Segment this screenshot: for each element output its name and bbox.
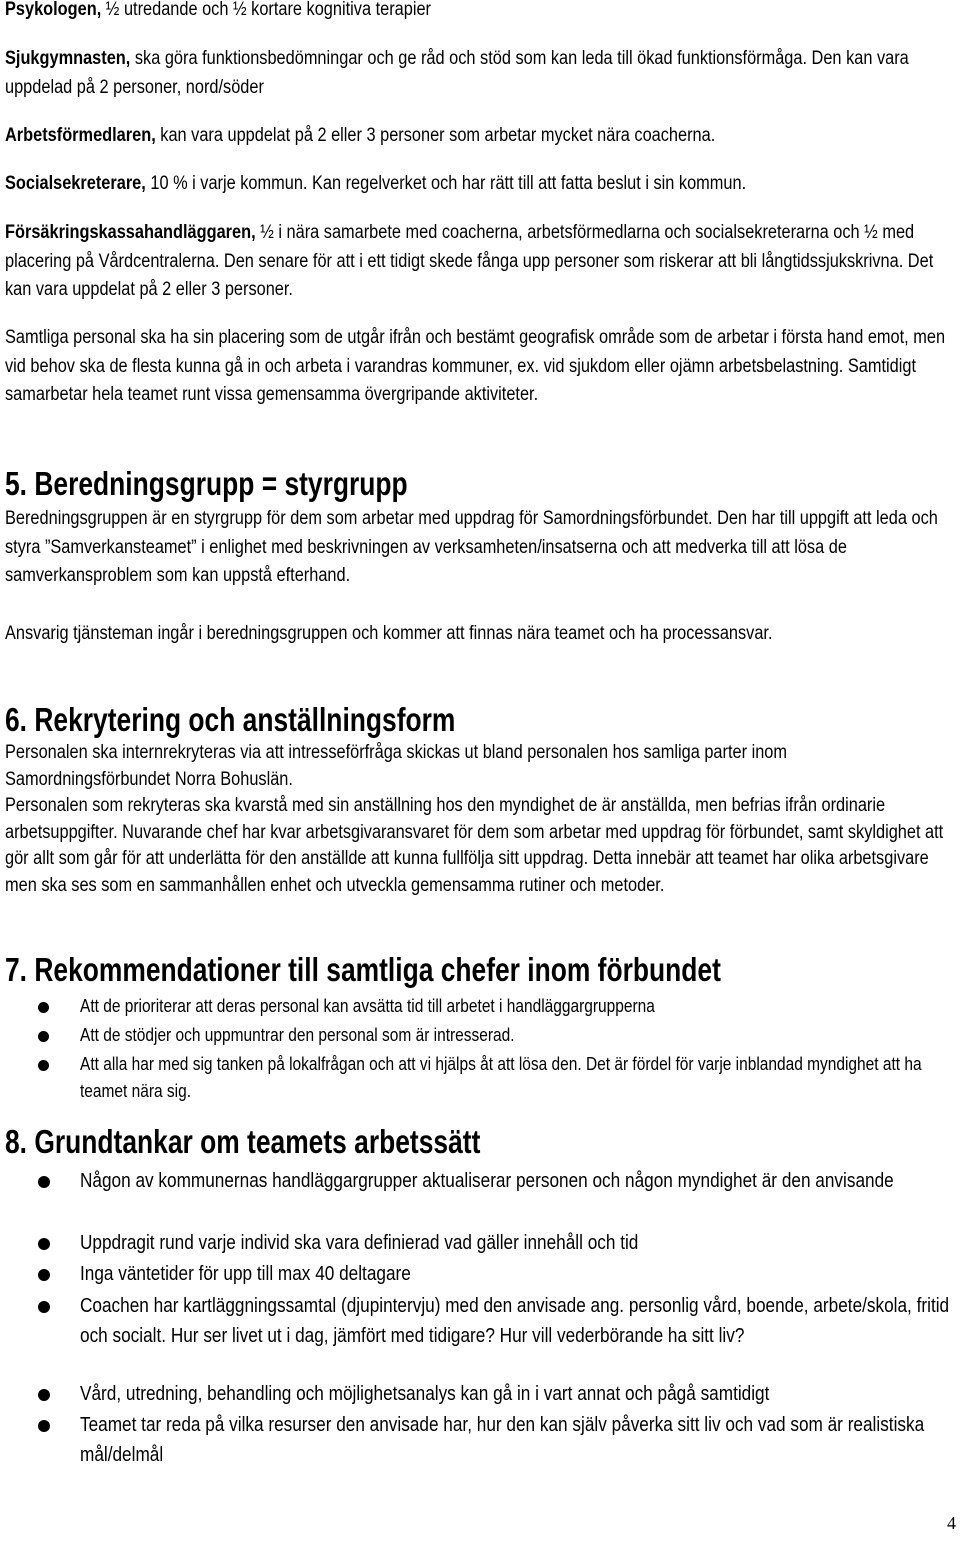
role-name: Arbetsförmedlaren, — [5, 125, 156, 146]
role-name: Socialsekreterare, — [5, 173, 146, 194]
role-psykolog — [5, 0, 955, 25]
bullet-icon — [38, 1176, 50, 1188]
role-description: ½ i nära samarbete med coacherna, arbetsförmedlarna och socialsekreterarna och ½ med placering på Vårdcentralerna. Den senare för att i ett tidigt skede fånga upp personer som riskerar att bli långtidssjukskrivna. Det kan vara uppdelat på 2 eller 3 personer. — [5, 222, 934, 300]
list-item — [5, 1051, 957, 1105]
list-item — [5, 1166, 957, 1228]
list-item-text: Att alla har med sig tanken på lokalfrågan och att vi hjälps åt att lösa den. Det är fördel för varje inblandad myndighet att ha teamet nära sig. — [80, 1054, 922, 1101]
list-item-text: Att de stödjer och uppmuntrar den personal som är intresserad. — [80, 1025, 515, 1045]
bullet-icon — [38, 1269, 50, 1281]
bullet-icon — [38, 1060, 49, 1071]
role-description: kan vara uppdelat på 2 eller 3 personer som arbetar mycket nära coacherna. — [155, 125, 716, 146]
role-description: ½ utredande och ½ kortare kognitiva terapier — [101, 0, 431, 20]
role-name: Sjukgymnasten, — [5, 48, 131, 69]
page-number: 4 — [947, 1513, 956, 1533]
role-name: Psykologen, — [5, 0, 102, 20]
section-8-list — [5, 1166, 957, 1470]
list-item — [5, 1228, 957, 1259]
bullet-icon — [38, 1238, 50, 1250]
role-description: 10 % i varje kommun. Kan regelverket och har rätt till att fatta beslut i sin kommun. — [145, 173, 747, 194]
list-item-text: Teamet tar reda på vilka resurser den anvisade har, hur den kan själv påverka sitt liv och vad som är realistiska mål/delmål — [80, 1414, 925, 1466]
list-item-text: Uppdragit rund varje individ ska vara definierad vad gäller innehåll och tid — [80, 1232, 639, 1254]
list-item-text: Inga väntetider för upp till max 40 deltagare — [80, 1263, 411, 1285]
section-6-paragraph-1: Personalen ska internrekryteras via att intresseförfråga skickas ut bland personalen hos samliga parter inom Samordningsförbundet Norra Bohuslän. — [5, 742, 787, 790]
list-item — [5, 1379, 957, 1410]
role-sjukgymnast — [5, 45, 955, 102]
list-item — [5, 1410, 957, 1470]
section-8-heading: 8. Grundtankar om teamets arbetssätt — [5, 1123, 481, 1160]
role-socialsekreterare — [5, 170, 955, 199]
list-item-text: Någon av kommunernas handläggargrupper aktualiserar personen och någon myndighet är den anvisande — [80, 1170, 894, 1192]
section-7-heading: 7. Rekommendationer till samtliga chefer inom förbundet — [5, 951, 721, 988]
list-item-text: Coachen har kartläggningssamtal (djupintervju) med den anvisade ang. personlig vård, boende, arbete/skola, fritid och socialt. Hur ser livet ut i dag, jämfört med tidigare? Hur vill vederbörande ha sitt liv? — [80, 1295, 950, 1347]
section-6-heading: 6. Rekrytering och anställningsform — [5, 701, 456, 738]
list-item — [5, 1291, 957, 1379]
bullet-icon — [38, 1420, 50, 1432]
bullet-icon — [38, 1389, 50, 1401]
role-arbetsformedlare — [5, 122, 955, 151]
section-5-paragraph-1: Beredningsgruppen är en styrgrupp för dem som arbetar med uppdrag för Samordningsförbundet. Den har till uppgift att leda och styra ”Samverkansteamet” i enlighet med beskrivningen av verksamheten/insatserna och att medverka till att lösa de samverkansproblem som kan uppstå efterhand. — [5, 508, 938, 586]
list-item — [5, 1259, 957, 1291]
role-name: Försäkringskassahandläggaren, — [5, 222, 256, 243]
samtliga-paragraph: Samtliga personal ska ha sin placering som de utgår ifrån och bestämt geografisk område som de arbetar i första hand emot, men vid behov ska de flesta kunna gå in och arbeta i varandras kommuner, ex. vid sjukdom eller ojämn arbetsbelastning. Samtidigt samarbetar hela teamet runt vissa gemensamma övergripande aktiviteter. — [5, 327, 946, 405]
list-item — [5, 993, 957, 1022]
bullet-icon — [38, 1301, 50, 1313]
section-5-paragraph-2: Ansvarig tjänsteman ingår i beredningsgruppen och kommer att finnas nära teamet och ha processansvar. — [5, 623, 773, 644]
bullet-icon — [38, 1002, 49, 1013]
section-5-heading: 5. Beredningsgrupp = styrgrupp — [5, 465, 408, 502]
section-7-list — [5, 993, 957, 1105]
list-item — [5, 1022, 957, 1051]
list-item-text: Vård, utredning, behandling och möjlighetsanalys kan gå in i vart annat och pågå samtidigt — [80, 1383, 770, 1405]
role-forsakringskassa — [5, 219, 955, 305]
bullet-icon — [38, 1031, 49, 1042]
section-6-paragraph-2: Personalen som rekryteras ska kvarstå med sin anställning hos den myndighet de är anställda, men befrias ifrån ordinarie arbetsuppgifter. Nuvarande chef har kvar arbetsgivaransvaret för dem som arbetar med uppdrag för förbundet, samt skyldighet att gör allt som går för att underlätta för den anställde att kunna fullfölja sitt uppdrag. Detta innebär att teamet har olika arbetsgivare men ska ses som en sammanhållen enhet och utveckla gemensamma rutiner och metoder. — [5, 795, 944, 896]
role-description: ska göra funktionsbedömningar och ge råd och stöd som kan leda till ökad funktionsförmåga. Den kan vara uppdelad på 2 personer, nord/söder — [5, 48, 909, 98]
list-item-text: Att de prioriterar att deras personal kan avsätta tid till arbetet i handläggargrupperna — [80, 996, 655, 1016]
